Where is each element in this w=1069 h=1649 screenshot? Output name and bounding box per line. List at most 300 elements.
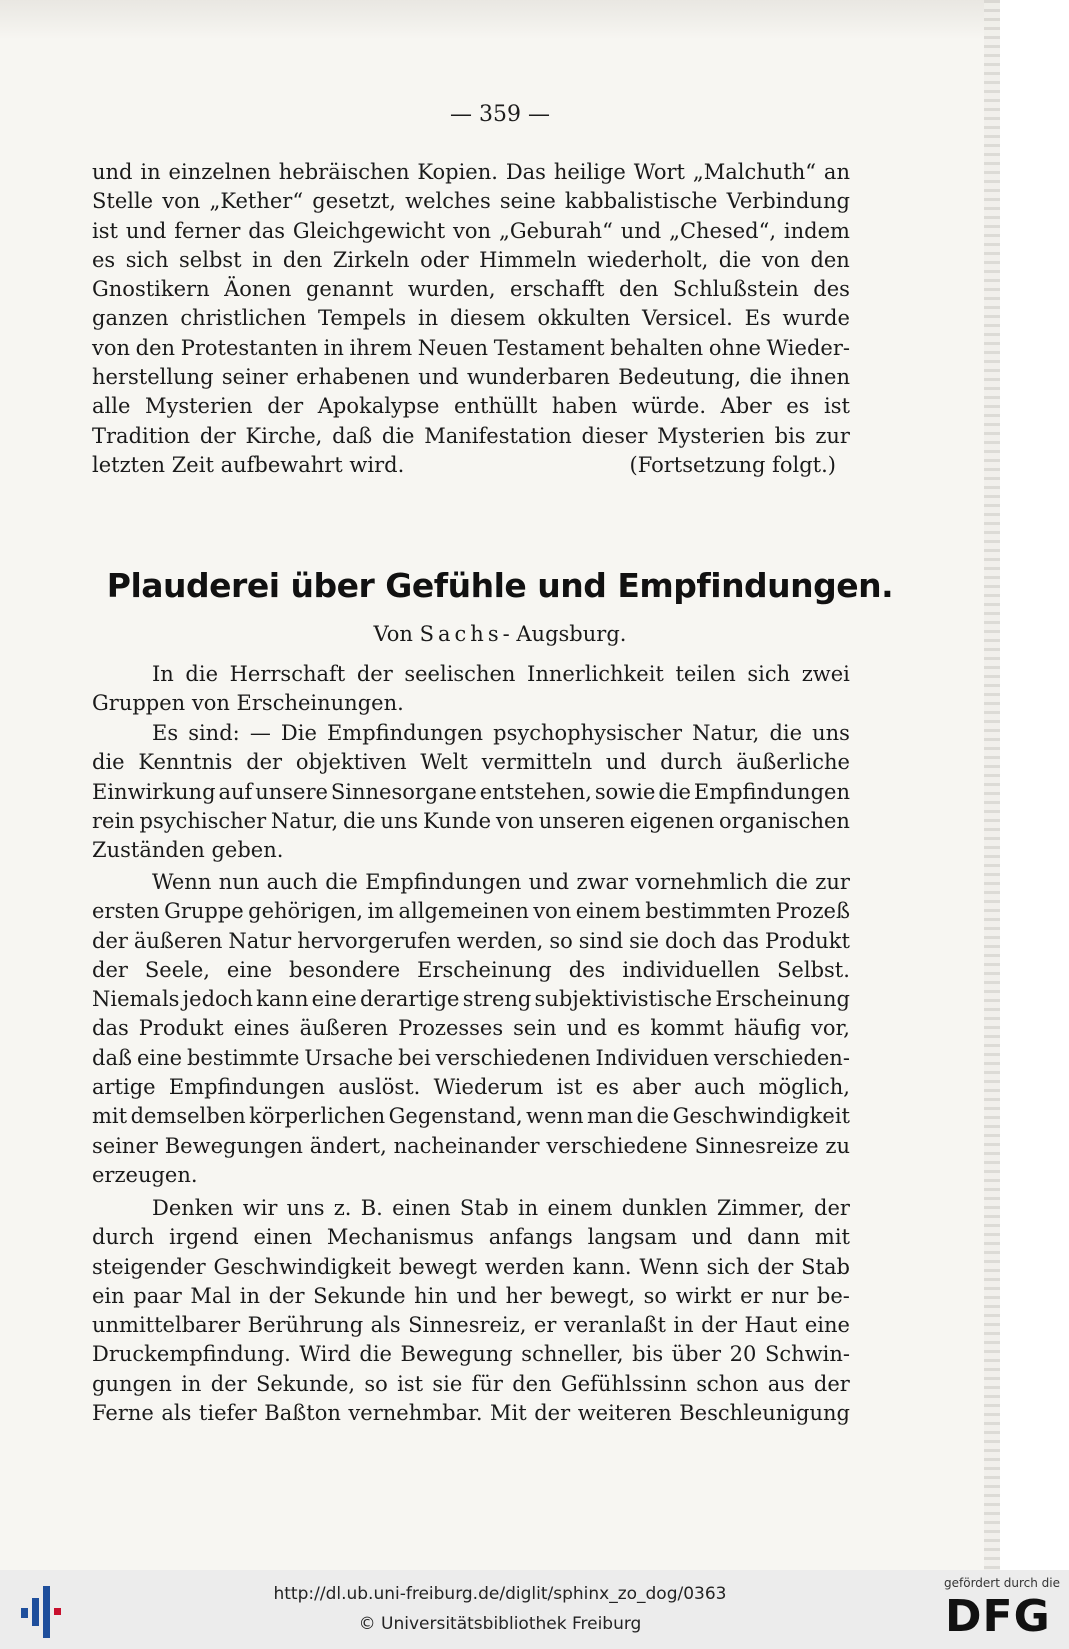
text-line bbox=[92, 1399, 850, 1428]
word: Druckempfindung. bbox=[92, 1342, 291, 1367]
text-line bbox=[92, 1223, 850, 1252]
word: Wenn bbox=[639, 1254, 699, 1279]
word: von bbox=[761, 247, 800, 272]
word: psychophysischer bbox=[493, 721, 683, 745]
text-line bbox=[92, 956, 850, 985]
word: in bbox=[417, 306, 439, 331]
word: ohne bbox=[708, 335, 761, 360]
word: unsere bbox=[255, 779, 328, 804]
word: Sinnesorgane bbox=[330, 779, 477, 804]
word: unseren bbox=[538, 808, 625, 833]
word: den bbox=[810, 247, 850, 272]
text-line bbox=[92, 363, 850, 392]
word: als bbox=[370, 1313, 401, 1338]
word: herstellung bbox=[92, 365, 214, 390]
word: Geschwindigkeit bbox=[672, 1104, 850, 1129]
word: enthüllt bbox=[454, 394, 538, 419]
word: ist bbox=[92, 218, 118, 243]
word: Produkt bbox=[765, 928, 850, 953]
word: sich bbox=[706, 1254, 750, 1279]
text-line bbox=[92, 1132, 850, 1161]
word: okkulten bbox=[537, 306, 631, 331]
word: individuellen bbox=[622, 957, 761, 982]
word: psychischer bbox=[139, 808, 267, 833]
word: es bbox=[595, 1075, 619, 1100]
word: artige bbox=[92, 1075, 156, 1100]
word: die bbox=[718, 247, 752, 272]
word: Es bbox=[744, 306, 771, 331]
word: der bbox=[813, 1371, 850, 1396]
word: seelischen bbox=[404, 662, 516, 686]
word: vornehmlich bbox=[635, 870, 769, 894]
word: kann. bbox=[572, 1254, 632, 1279]
word: den bbox=[282, 247, 323, 272]
word: oder bbox=[420, 247, 469, 272]
word: uns bbox=[286, 1196, 325, 1220]
word: ist bbox=[556, 1075, 583, 1100]
word: der bbox=[701, 1313, 738, 1338]
word: B. bbox=[360, 1196, 383, 1220]
word: Stelle bbox=[92, 189, 154, 214]
word: auf bbox=[218, 779, 253, 804]
text-line bbox=[92, 217, 850, 246]
word: weiteren bbox=[577, 1401, 672, 1426]
word: in bbox=[252, 247, 273, 272]
word: von bbox=[533, 899, 572, 924]
text-line: Gruppen von Erscheinungen. bbox=[92, 691, 404, 716]
text-line bbox=[92, 660, 850, 689]
word: ist bbox=[824, 394, 850, 419]
word: das bbox=[92, 1016, 129, 1041]
word: ihrem bbox=[349, 335, 413, 360]
word: von bbox=[495, 808, 534, 833]
word: es bbox=[617, 1016, 641, 1041]
word: Tradition bbox=[92, 423, 191, 448]
text-line bbox=[92, 1014, 850, 1043]
word: einen bbox=[392, 1196, 451, 1220]
word: so bbox=[549, 928, 573, 953]
word: bewegt, bbox=[550, 1283, 636, 1308]
word: Welt bbox=[420, 750, 468, 775]
word: Wenn bbox=[152, 870, 212, 894]
word: äußerliche bbox=[736, 750, 850, 775]
word: die bbox=[381, 423, 415, 448]
word: er bbox=[533, 1313, 557, 1338]
word: körperlichen bbox=[249, 1104, 386, 1129]
word: das bbox=[248, 218, 286, 243]
word: den bbox=[512, 1371, 552, 1396]
word: streng bbox=[462, 987, 532, 1012]
word: Versicel. bbox=[642, 306, 733, 331]
word: der bbox=[92, 957, 128, 982]
word: Stab bbox=[801, 1254, 850, 1279]
word: nacheinander bbox=[393, 1133, 540, 1158]
byline-prefix: Von bbox=[373, 622, 413, 646]
word: mit bbox=[814, 1225, 850, 1250]
text-line bbox=[92, 246, 850, 275]
word: die bbox=[775, 870, 808, 894]
word: nur bbox=[771, 1283, 809, 1308]
copyright-notice: © Universitätsbibliothek Freiburg bbox=[358, 1614, 642, 1634]
viewer-footer bbox=[0, 1570, 1069, 1649]
word: auch bbox=[693, 1075, 746, 1100]
word: den bbox=[618, 277, 659, 302]
word: Das bbox=[505, 160, 546, 184]
word: Gefühlssinn bbox=[560, 1371, 687, 1396]
word: hebräischen bbox=[278, 160, 410, 184]
word: das bbox=[722, 928, 760, 953]
word: Die bbox=[280, 721, 317, 745]
word: der bbox=[199, 423, 236, 448]
word: Apokalypse bbox=[317, 394, 440, 419]
text-line bbox=[92, 1370, 850, 1399]
word: des bbox=[568, 957, 606, 982]
word: Aber bbox=[720, 394, 772, 419]
word: die bbox=[185, 662, 219, 686]
word: und bbox=[691, 1225, 733, 1250]
word: rein bbox=[92, 808, 135, 833]
word: es bbox=[92, 247, 116, 272]
word: auslöst. bbox=[338, 1075, 421, 1100]
word: Manifestation bbox=[424, 423, 572, 448]
word: verschiedene bbox=[546, 1133, 688, 1158]
word: und bbox=[418, 365, 459, 390]
paragraph-2 bbox=[92, 719, 850, 865]
word: aus bbox=[767, 1371, 805, 1396]
word: seiner bbox=[221, 365, 288, 390]
word: Berührung bbox=[247, 1313, 364, 1338]
word: Empfindungen bbox=[326, 721, 484, 745]
word: uns bbox=[812, 721, 850, 745]
continuation-paragraph bbox=[92, 158, 850, 480]
word: die bbox=[325, 870, 358, 894]
word: die bbox=[749, 365, 782, 390]
word: man bbox=[587, 1104, 634, 1129]
word: irgend bbox=[169, 1225, 239, 1250]
word: wir bbox=[242, 1196, 278, 1220]
text-line-last bbox=[92, 451, 850, 480]
word: in bbox=[673, 1313, 694, 1338]
word: gungen bbox=[92, 1371, 172, 1396]
word: Wort bbox=[633, 160, 685, 184]
word: von bbox=[162, 189, 201, 214]
word: Sinnesreiz, bbox=[408, 1313, 527, 1338]
closing-sentence: letzten Zeit aufbewahrt wird. bbox=[92, 452, 405, 477]
word: die bbox=[92, 750, 125, 775]
word: möglich, bbox=[758, 1075, 850, 1100]
word: selbst bbox=[179, 247, 242, 272]
word: über bbox=[671, 1342, 722, 1367]
word: vor, bbox=[810, 1016, 850, 1041]
text-line bbox=[92, 334, 850, 363]
text-line bbox=[92, 807, 850, 836]
word: Ursache bbox=[304, 1045, 394, 1070]
word: eine bbox=[136, 1045, 183, 1070]
word: in bbox=[239, 1283, 260, 1308]
text-line bbox=[92, 1253, 850, 1282]
word: bestimmte bbox=[186, 1045, 300, 1070]
word: Gleichgewicht bbox=[292, 218, 446, 243]
word: die bbox=[342, 808, 376, 833]
word: Mysterien bbox=[144, 394, 253, 419]
word: tiefer bbox=[198, 1401, 257, 1426]
word: Neuen bbox=[417, 335, 489, 360]
word: Gnostikern bbox=[92, 277, 210, 302]
byline-author: Sachs bbox=[419, 622, 503, 646]
word: alle bbox=[92, 394, 131, 419]
word: subjektivistische bbox=[534, 987, 713, 1012]
word: von bbox=[92, 335, 131, 360]
text-line bbox=[92, 1102, 850, 1131]
word: Kopien. bbox=[417, 160, 498, 184]
word: kabbalistische bbox=[564, 189, 718, 214]
text-line bbox=[92, 927, 850, 956]
word: behalten bbox=[610, 335, 704, 360]
word: Erscheinung bbox=[417, 957, 552, 982]
word: Denken bbox=[152, 1196, 234, 1220]
word: kommt bbox=[650, 1016, 724, 1041]
word: gesetzt, bbox=[312, 189, 396, 214]
word: Wiederum bbox=[433, 1075, 544, 1100]
word: in bbox=[140, 160, 161, 184]
word: derartige bbox=[359, 987, 460, 1012]
word: dunklen bbox=[621, 1196, 708, 1220]
word: in bbox=[181, 1371, 202, 1396]
word: z. bbox=[333, 1196, 352, 1220]
word: auch bbox=[266, 870, 318, 894]
word: Empfindungen bbox=[168, 1075, 325, 1100]
text-line bbox=[92, 158, 850, 187]
word: besondere bbox=[289, 957, 401, 982]
text-line: Zuständen geben. bbox=[92, 838, 284, 863]
word: ihnen bbox=[790, 365, 850, 390]
word: Individuen bbox=[595, 1045, 709, 1070]
text-line bbox=[92, 985, 850, 1014]
word: bei bbox=[398, 1045, 431, 1070]
word: Wieder- bbox=[766, 335, 850, 360]
word: Zimmer, bbox=[716, 1196, 805, 1220]
word: sich bbox=[747, 662, 791, 686]
word: heilige bbox=[553, 160, 626, 184]
word: ersten bbox=[92, 899, 160, 924]
word: würde. bbox=[631, 394, 707, 419]
word: der bbox=[92, 928, 128, 953]
word: zwei bbox=[801, 662, 850, 686]
word: und bbox=[528, 870, 570, 894]
word: Herrschaft bbox=[229, 662, 346, 686]
word: uns bbox=[380, 808, 419, 833]
word: indem bbox=[783, 218, 850, 243]
word: der bbox=[268, 1283, 305, 1308]
word: der bbox=[534, 1401, 571, 1426]
word: werden bbox=[484, 1254, 565, 1279]
page-number: — 359 — bbox=[450, 102, 550, 127]
word: Mysterien bbox=[657, 423, 765, 448]
word: be- bbox=[816, 1283, 850, 1308]
word: dieser bbox=[581, 423, 648, 448]
word: Mal bbox=[190, 1283, 232, 1308]
word: Schwin- bbox=[764, 1342, 850, 1367]
word: Verbindung bbox=[726, 189, 850, 214]
word: mit bbox=[92, 1104, 128, 1129]
word: Haut bbox=[744, 1313, 798, 1338]
permalink-url[interactable]: http://dl.ub.uni-freiburg.de/diglit/sphinx_zo_dog/0363 bbox=[273, 1584, 727, 1604]
word: Mechanismus bbox=[326, 1225, 474, 1250]
word: Produkt bbox=[138, 1016, 224, 1041]
word: wurde bbox=[782, 306, 850, 331]
word: durch bbox=[92, 1225, 155, 1250]
word: die bbox=[359, 1342, 392, 1367]
word: eines bbox=[233, 1016, 290, 1041]
word: Empfindungen bbox=[693, 779, 850, 804]
word: kann bbox=[256, 987, 309, 1012]
word: Wird bbox=[299, 1342, 351, 1367]
word: seine bbox=[499, 189, 556, 214]
word: zwar bbox=[576, 870, 629, 894]
word: Erscheinung bbox=[715, 987, 850, 1012]
text-line bbox=[92, 748, 850, 777]
word: organischen bbox=[719, 808, 850, 833]
word: Stab bbox=[459, 1196, 509, 1220]
scan-edge-right bbox=[984, 0, 1000, 1570]
word: Äonen bbox=[224, 277, 292, 302]
word: vernehmbar. bbox=[348, 1401, 483, 1426]
text-line bbox=[92, 1044, 850, 1073]
word: wirkt bbox=[675, 1283, 732, 1308]
word: eine bbox=[804, 1313, 850, 1338]
word: schneller, bbox=[521, 1342, 624, 1367]
word: Innerlichkeit bbox=[527, 662, 664, 686]
word: — bbox=[249, 721, 271, 745]
text-line bbox=[92, 392, 850, 421]
word: ein bbox=[92, 1283, 125, 1308]
paragraph-1 bbox=[92, 660, 850, 719]
word: und bbox=[125, 218, 167, 243]
word: es bbox=[786, 394, 810, 419]
word: christlichen bbox=[180, 306, 307, 331]
word: nun bbox=[218, 870, 260, 894]
word: sind: bbox=[188, 721, 240, 745]
word: sie bbox=[629, 928, 660, 953]
text-line bbox=[92, 778, 850, 807]
continuation-note: (Fortsetzung folgt.) bbox=[629, 452, 836, 477]
word: langsam bbox=[587, 1225, 677, 1250]
word: Bedeutung, bbox=[618, 365, 742, 390]
word: teilen bbox=[675, 662, 736, 686]
text-line bbox=[92, 1194, 850, 1223]
word: Kenntnis bbox=[138, 750, 233, 775]
word: bestimmten bbox=[645, 899, 772, 924]
word: erhabenen bbox=[296, 365, 410, 390]
word: welches bbox=[405, 189, 491, 214]
word: an bbox=[823, 160, 850, 184]
word: unmittelbarer bbox=[92, 1313, 241, 1338]
word: der bbox=[356, 662, 393, 686]
word: die bbox=[636, 1104, 670, 1129]
word: häufig bbox=[733, 1016, 801, 1041]
word: diesem bbox=[449, 306, 526, 331]
word: so bbox=[364, 1371, 388, 1396]
word: wunderbaren bbox=[467, 365, 610, 390]
word: als bbox=[161, 1401, 192, 1426]
word: für bbox=[471, 1371, 503, 1396]
text-line bbox=[92, 304, 850, 333]
word: und bbox=[92, 160, 133, 184]
scan-shadow-top bbox=[0, 0, 1000, 40]
word: Himmeln bbox=[479, 247, 577, 272]
word: Tempels bbox=[318, 306, 407, 331]
word: durch bbox=[660, 750, 723, 775]
dfg-logo: DFG bbox=[945, 1591, 1051, 1642]
funding-caption: gefördert durch die bbox=[944, 1576, 1060, 1590]
word: Testament bbox=[493, 335, 605, 360]
word: Baßton bbox=[264, 1401, 341, 1426]
word: Natur bbox=[228, 928, 292, 953]
word: wurden, bbox=[407, 277, 496, 302]
text-line bbox=[92, 1311, 850, 1340]
text-line bbox=[92, 1073, 850, 1102]
word: sind bbox=[578, 928, 624, 953]
word: sein bbox=[513, 1016, 557, 1041]
word: und bbox=[620, 218, 662, 243]
word: sie bbox=[432, 1371, 463, 1396]
word: hervorgerufen bbox=[297, 928, 451, 953]
word: entstehen, bbox=[479, 779, 592, 804]
word: gehörigen, bbox=[248, 899, 364, 924]
word: der bbox=[814, 1196, 850, 1220]
word: äußeren bbox=[133, 928, 223, 953]
word: der bbox=[757, 1254, 794, 1279]
word: erschafft bbox=[510, 277, 605, 302]
byline-suffix: - Augsburg. bbox=[502, 622, 627, 646]
word: hin bbox=[414, 1283, 448, 1308]
word: bewegt bbox=[398, 1254, 477, 1279]
word: dann bbox=[747, 1225, 801, 1250]
word: 20 bbox=[729, 1342, 757, 1367]
word: werden, bbox=[456, 928, 544, 953]
text-line bbox=[92, 897, 850, 926]
word: zur bbox=[815, 423, 850, 448]
word: Mit bbox=[490, 1401, 527, 1426]
word: Sekunde bbox=[313, 1283, 406, 1308]
word: demselben bbox=[130, 1104, 246, 1129]
word: im bbox=[367, 899, 395, 924]
word: eine bbox=[226, 957, 273, 982]
word: sich bbox=[125, 247, 169, 272]
word: Bewegungen bbox=[164, 1133, 303, 1158]
word: Gruppe bbox=[164, 899, 244, 924]
word: von bbox=[453, 218, 492, 243]
text-line bbox=[92, 275, 850, 304]
word: einem bbox=[575, 899, 641, 924]
word: Prozesses bbox=[398, 1016, 504, 1041]
word: des bbox=[813, 277, 850, 302]
word: in bbox=[517, 1196, 539, 1220]
word: In bbox=[152, 662, 174, 686]
word: Sekunde, bbox=[255, 1371, 356, 1396]
word: und bbox=[566, 1016, 608, 1041]
word: Empfindungen bbox=[365, 870, 522, 894]
word: bis bbox=[774, 423, 806, 448]
word: einem bbox=[547, 1196, 613, 1220]
word: Geschwindigkeit bbox=[213, 1254, 391, 1279]
word: ändert, bbox=[309, 1133, 387, 1158]
word: „Malchuth“ bbox=[692, 160, 817, 184]
word: sowie bbox=[594, 779, 656, 804]
word: steigender bbox=[92, 1254, 206, 1279]
paragraph-3 bbox=[92, 868, 850, 1190]
word: Bewegung bbox=[400, 1342, 513, 1367]
